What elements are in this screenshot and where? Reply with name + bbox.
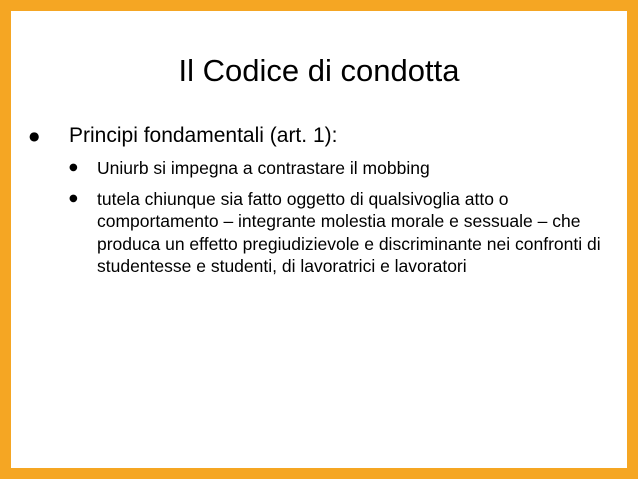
- bullet-list: [29, 123, 629, 286]
- sub-bullet-item: [69, 157, 609, 180]
- slide-title: Il Codice di condotta: [178, 53, 460, 88]
- sub-bullet-item: [69, 188, 609, 278]
- bullet-dot-icon: ●: [69, 192, 78, 204]
- bullet-dot-icon: ●: [69, 162, 78, 173]
- sub-bullet-text: tutela chiunque sia fatto oggetto di qualsivoglia atto o comportamento – integrante molestia morale e sessuale – che produca un effetto pregiudizievole e discriminante nei confronti di studentesse e studenti, di lavoratrici e lavoratori: [97, 188, 601, 276]
- bullet-dot-icon: ●: [29, 129, 40, 143]
- bullet-text: Principi fondamentali (art. 1):: [69, 124, 338, 147]
- bullet-item: [29, 123, 629, 278]
- sub-bullet-list: [69, 157, 629, 278]
- sub-bullet-text: Uniurb si impegna a contrastare il mobbing: [97, 158, 430, 178]
